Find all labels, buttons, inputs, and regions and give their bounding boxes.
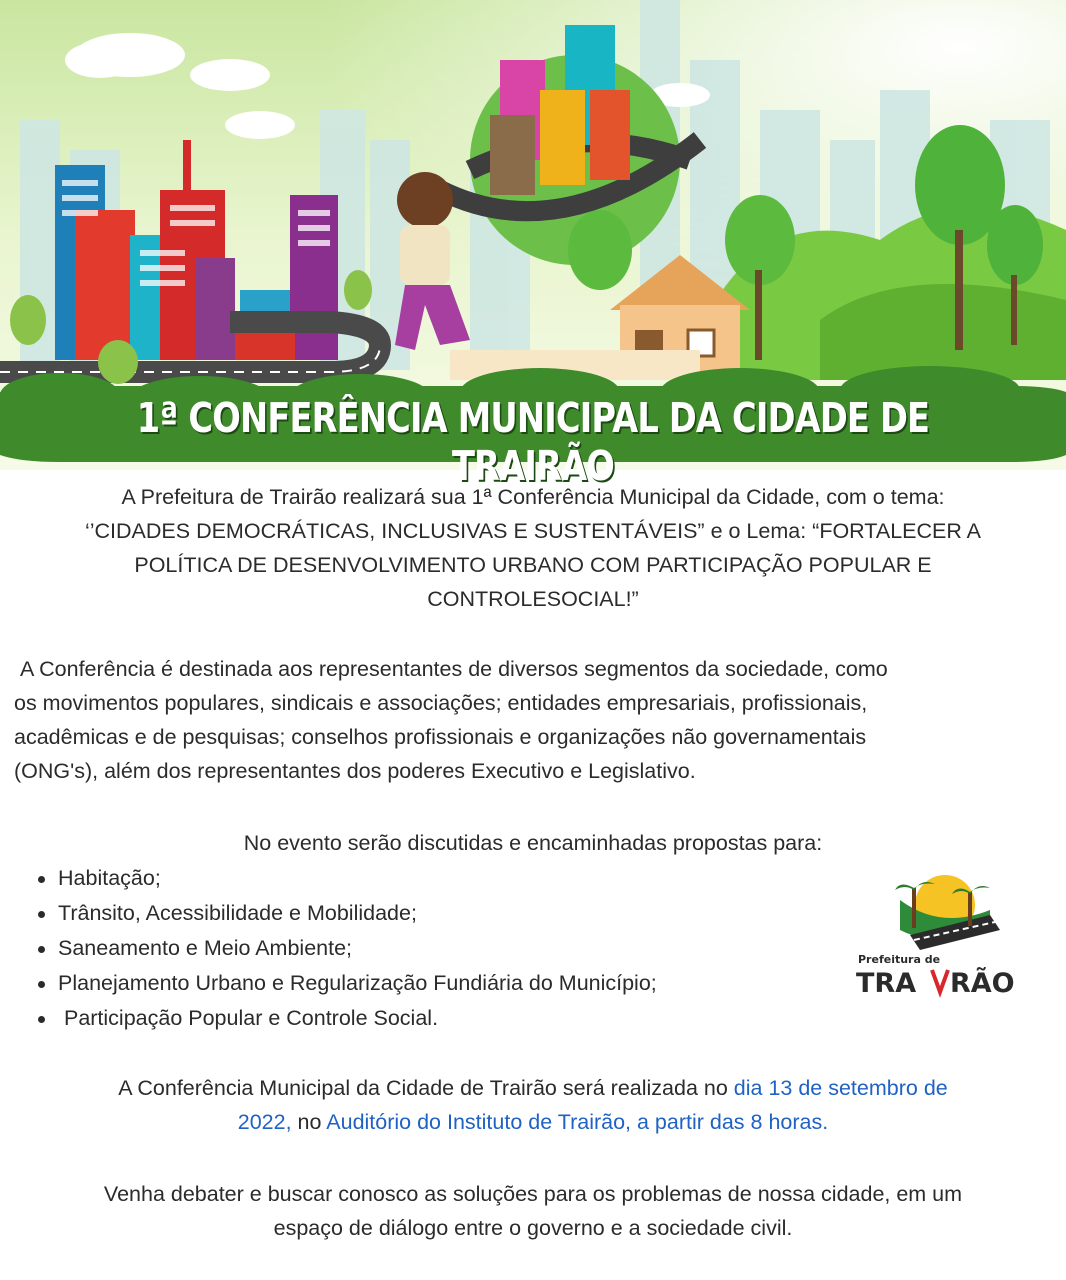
list-item: Habitação; [36,861,657,896]
audience-line: A Conferência é destinada aos representantes de diversos segmentos da sociedade, como [20,657,888,681]
audience-paragraph [0,652,1066,788]
conference-title: 1ª CONFERÊNCIA MUNICIPAL DA CIDADE DE TRAIRÃO [136,394,930,490]
place-highlight: Auditório do Instituto de Trairão, a partir das 8 horas. [326,1110,829,1134]
year-highlight: 2022, [237,1110,292,1134]
topics-list [36,861,657,1036]
date-highlight: dia 13 de setembro de [733,1076,948,1100]
closing-line: Venha debater e buscar conosco as soluções para os problemas de nossa cidade, em um [103,1182,963,1206]
prefeitura-logo [850,870,1030,1000]
list-item: Planejamento Urbano e Regularização Fundiária do Município; [36,966,657,1001]
date-paragraph [0,1071,1066,1139]
topics-heading: No evento serão discutidas e encaminhadas propostas para: [243,831,823,855]
list-item: Trânsito, Acessibilidade e Mobilidade; [36,896,657,931]
intro-line: CONTROLESOCIAL!” [427,587,639,611]
logo-name-left: TRA [856,968,917,999]
logo-name-right: RÃO [950,968,1015,999]
list-item: Participação Popular e Controle Social. [36,1001,657,1036]
audience-line: (ONG's), além dos representantes dos poderes Executivo e Legislativo. [14,759,696,783]
date-line [0,1105,1066,1139]
closing-line: espaço de diálogo entre o governo e a sociedade civil. [273,1216,793,1240]
list-item: Saneamento e Meio Ambiente; [36,931,657,966]
closing-paragraph [0,1177,1066,1245]
date-prefix: A Conferência Municipal da Cidade de Trairão será realizada no [118,1076,734,1100]
audience-line: os movimentos populares, sindicais e associações; entidades empresariais, profissionais, [14,691,868,715]
date-middle: no [291,1110,327,1134]
logo-top-text: Prefeitura de [858,953,941,966]
date-line [0,1071,1066,1105]
intro-line: A Prefeitura de Trairão realizará sua 1ª Conferência Municipal da Cidade, com o tema: [121,485,945,509]
intro-paragraph [0,480,1066,616]
logo-accent-icon [932,970,948,992]
intro-line: ‘’CIDADES DEMOCRÁTICAS, INCLUSIVAS E SUSTENTÁVEIS” e o Lema: “FORTALECER A [84,519,982,543]
intro-line: POLÍTICA DE DESENVOLVIMENTO URBANO COM PARTICIPAÇÃO POPULAR E [134,553,932,577]
audience-line: acadêmicas e de pesquisas; conselhos profissionais e organizações não governamentais [14,725,867,749]
